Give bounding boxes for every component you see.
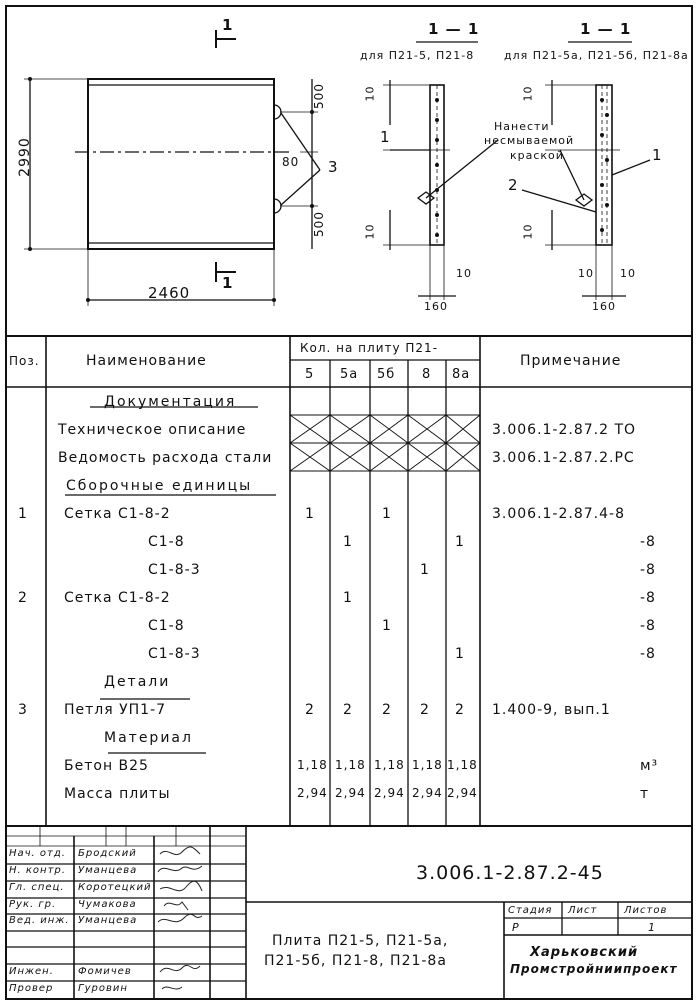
- row-name: С1-8: [148, 618, 185, 634]
- row-qty-8а: 2,94: [447, 786, 478, 800]
- row-qty-8а: 1: [455, 646, 465, 662]
- dim-10-a: 10: [363, 85, 377, 102]
- row-note: -8: [640, 618, 656, 634]
- row-note: -8: [640, 646, 656, 662]
- callout-2: 2: [508, 176, 519, 194]
- row-pos: 2: [18, 590, 28, 606]
- note-line-2: несмываемой: [484, 134, 575, 147]
- row-qty-5а: 1: [343, 534, 353, 550]
- header-name: Наименование: [86, 353, 207, 369]
- subcol-5: 5: [305, 367, 315, 382]
- row-name: Масса плиты: [64, 786, 171, 802]
- callout-1-right: 1: [652, 146, 663, 164]
- title-line-2: П21-5б, П21-8, П21-8а: [264, 953, 447, 969]
- dim-10-b: 10: [363, 223, 377, 240]
- header-note: Примечание: [520, 353, 622, 369]
- callout-3: 3: [328, 158, 339, 176]
- note-line-1: Нанести: [494, 120, 550, 133]
- section-mark-top: 1: [222, 16, 234, 34]
- subcol-5a: 5а: [340, 367, 359, 382]
- row-name: Бетон В25: [64, 758, 149, 774]
- section-left-title: 1 — 1: [428, 20, 480, 38]
- signatory-role: Гл. спец.: [9, 882, 65, 893]
- signatory-role: Рук. гр.: [9, 899, 57, 910]
- dim-width: 2460: [148, 284, 191, 302]
- row-qty-5б: 1: [382, 506, 392, 522]
- row-qty-5б: 1: [382, 618, 392, 634]
- signatory-name: Уманцева: [78, 915, 138, 926]
- stage-label: Стадия: [508, 905, 553, 916]
- dim-10-f: 10: [578, 267, 594, 280]
- row-name: Сетка С1-8-2: [64, 506, 171, 522]
- row-note: 1.400-9, вып.1: [492, 702, 611, 718]
- org-line-1: Харьковский: [530, 945, 639, 960]
- signatory-role: Инжен.: [9, 966, 54, 977]
- row-note: -8: [640, 534, 656, 550]
- sheet-label: Лист: [568, 905, 598, 916]
- section-left-subtitle: для П21-5, П21-8: [360, 49, 475, 62]
- row-note: 3.006.1-2.87.2 ТО: [492, 422, 637, 438]
- signatory-name: Гуровин: [78, 983, 128, 994]
- row-name: Сетка С1-8-2: [64, 590, 171, 606]
- row-qty-8а: 2: [455, 702, 465, 718]
- row-pos: 1: [18, 506, 28, 522]
- signatory-role: Н. контр.: [9, 865, 66, 876]
- signatory-role: Нач. отд.: [9, 848, 66, 859]
- row-name: Материал: [104, 730, 193, 746]
- row-qty-5: 1: [305, 506, 315, 522]
- row-qty-8: 2: [420, 702, 430, 718]
- row-pos: 3: [18, 702, 28, 718]
- sheets-value: 1: [648, 921, 656, 934]
- dim-160-right: 160: [592, 300, 616, 313]
- row-qty-8: 1,18: [412, 758, 443, 772]
- dim-80: 80: [282, 155, 300, 169]
- title-line-1: Плита П21-5, П21-5а,: [272, 933, 449, 949]
- dim-10-c: 10: [456, 267, 472, 280]
- row-name: С1-8-3: [148, 562, 201, 578]
- signatory-role: Вед. инж.: [9, 915, 70, 926]
- org-line-2: Промстройниипроект: [510, 962, 678, 976]
- dim-500-top: 500: [311, 83, 326, 109]
- doc-code: 3.006.1-2.87.2-45: [416, 862, 604, 884]
- signatory-name: Чумакова: [78, 899, 137, 910]
- row-qty-5б: 2: [382, 702, 392, 718]
- sheets-label: Листов: [624, 905, 668, 916]
- dim-height: 2990: [16, 137, 33, 177]
- row-qty-8: 2,94: [412, 786, 443, 800]
- row-name: Ведомость расхода стали: [58, 450, 273, 466]
- header-pos: Поз.: [9, 354, 40, 368]
- signatory-name: Бродский: [78, 848, 137, 859]
- row-name: С1-8: [148, 534, 185, 550]
- row-note: -8: [640, 590, 656, 606]
- note-line-3: краской: [510, 149, 564, 162]
- dim-10-g: 10: [620, 267, 636, 280]
- signatory-name: Коротецкий: [78, 882, 152, 893]
- row-name: С1-8-3: [148, 646, 201, 662]
- row-note: 3.006.1-2.87.4-8: [492, 506, 625, 522]
- subcol-8: 8: [422, 367, 432, 382]
- dim-10-e: 10: [521, 223, 535, 240]
- row-name: Петля УП1-7: [64, 702, 167, 718]
- row-name: Техническое описание: [58, 422, 247, 438]
- signatory-role: Провер: [9, 983, 54, 994]
- row-qty-5б: 2,94: [374, 786, 405, 800]
- stage-value: Р: [512, 921, 520, 934]
- section-mark-bottom: 1: [222, 274, 234, 292]
- row-name: Сборочные единицы: [66, 478, 253, 494]
- subcol-5b: 5б: [377, 367, 396, 382]
- row-qty-8а: 1: [455, 534, 465, 550]
- row-note: м³: [640, 758, 659, 774]
- row-qty-5б: 1,18: [374, 758, 405, 772]
- dim-10-d: 10: [521, 85, 535, 102]
- header-qty: Кол. на плиту П21-: [300, 341, 439, 355]
- section-right-subtitle: для П21-5а, П21-5б, П21-8а: [504, 49, 689, 62]
- row-qty-5а: 1: [343, 590, 353, 606]
- row-qty-5: 1,18: [297, 758, 328, 772]
- dim-500-bottom: 500: [311, 211, 326, 237]
- row-note: т: [640, 786, 650, 802]
- row-qty-5а: 2,94: [335, 786, 366, 800]
- row-name: Документация: [104, 394, 237, 410]
- subcol-8a: 8а: [452, 367, 471, 382]
- row-note: 3.006.1-2.87.2.РС: [492, 450, 635, 466]
- dim-160-left: 160: [424, 300, 448, 313]
- section-right-title: 1 — 1: [580, 20, 632, 38]
- row-qty-8: 1: [420, 562, 430, 578]
- row-qty-8а: 1,18: [447, 758, 478, 772]
- row-qty-5а: 1,18: [335, 758, 366, 772]
- signatory-name: Уманцева: [78, 865, 138, 876]
- row-name: Детали: [104, 674, 171, 690]
- row-note: -8: [640, 562, 656, 578]
- callout-1-left: 1: [380, 128, 391, 146]
- row-qty-5а: 2: [343, 702, 353, 718]
- row-qty-5: 2: [305, 702, 315, 718]
- row-qty-5: 2,94: [297, 786, 328, 800]
- signatory-name: Фомичев: [78, 966, 132, 977]
